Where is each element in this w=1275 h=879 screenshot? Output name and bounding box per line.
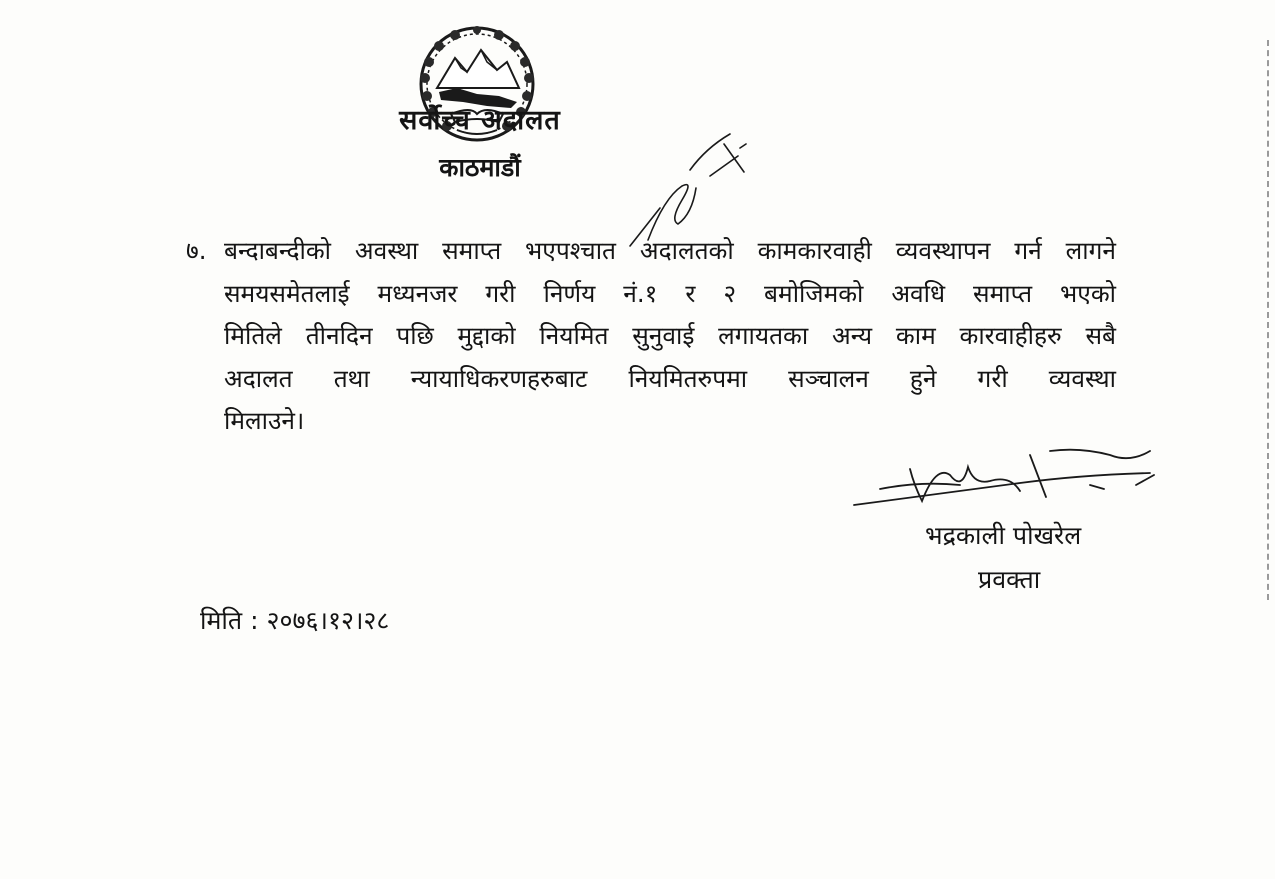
paragraph-line-3: मितिले तीनदिन पछि मुद्दाको नियमित सुनुवाई लगायतका अन्य काम कारवाहीहरु सबै bbox=[224, 321, 1116, 350]
notice-paragraph bbox=[186, 230, 1116, 443]
seal-court-name: सर्वोच्च अदालत bbox=[399, 105, 561, 136]
paragraph-line-2: समयसमेतलाई मध्यनजर गरी निर्णय नं.१ र २ बमोजिमको अवधि समाप्त भएको bbox=[224, 278, 1116, 308]
handwritten-signature bbox=[850, 445, 1180, 515]
signatory-name: भद्रकाली पोखरेल bbox=[925, 521, 1082, 550]
seal-place-name: काठमाडौं bbox=[439, 153, 521, 182]
scan-edge-mark bbox=[1264, 40, 1269, 600]
paragraph-continuation bbox=[186, 273, 1116, 443]
paragraph-line-4: अदालत तथा न्यायाधिकरणहरुबाट नियमितरुपमा सञ्चालन हुने गरी व्यवस्था bbox=[224, 363, 1116, 393]
paragraph-line-5: मिलाउने। bbox=[224, 406, 305, 435]
signatory-role: प्रवक्ता bbox=[978, 565, 1041, 594]
item-number: ७. bbox=[186, 236, 207, 265]
paragraph-line-1-text: बन्दाबन्दीको अवस्था समाप्त भएपश्चात अदालतको कामकारवाही व्यवस्थापन गर्न लागने bbox=[224, 236, 1116, 265]
document-date: मिति : २०७६।१२।२८ bbox=[200, 606, 390, 635]
paragraph-line-1 bbox=[186, 230, 1116, 273]
